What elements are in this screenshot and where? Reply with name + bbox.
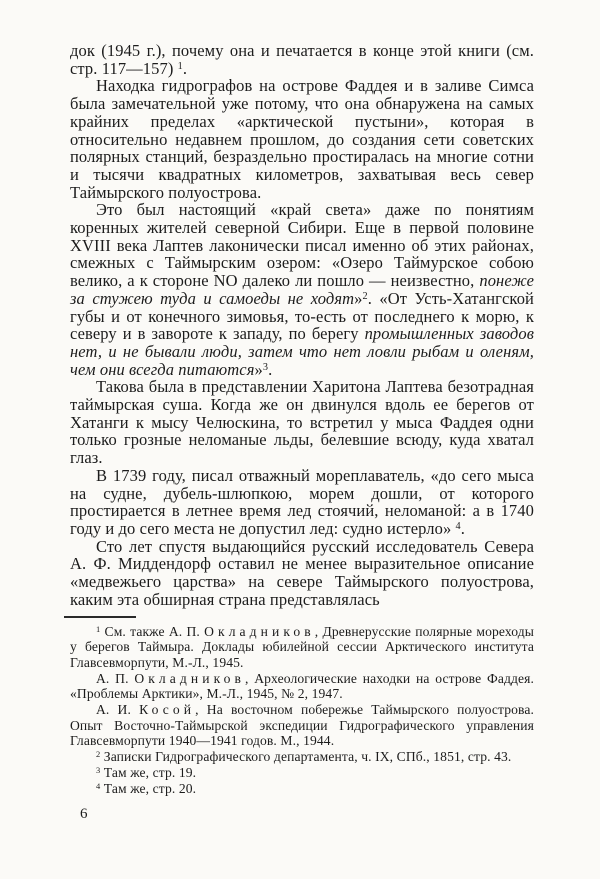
text-segment: Записки Гидрографического департамента, ч. IX, СПб., 1851, стр. 43.	[100, 749, 512, 765]
text-segment: А. И.	[96, 702, 140, 718]
text-segment: См. также А. П.	[100, 623, 205, 639]
text-segment: , Археологические находки на острове Фаддея. «Проблемы Арктики», М.-Л., 1945, № 2, 1947.	[70, 670, 534, 702]
text-segment: »	[354, 288, 363, 308]
text-segment: Это был настоящий «край света» даже по понятиям коренных жителей северной Сибири. Еще в первой половине XVIII века Лаптев лаконически писал именно об этих районах, смежных с Таймырским озером: «Озеро Таймурское собою велико, а к стороне NO далеко ли пошло — неизвестно,	[70, 200, 534, 291]
paragraph	[70, 538, 534, 609]
text-segment: А. П.	[96, 670, 135, 686]
footnote-marker: 2	[362, 291, 368, 303]
text-segment: , Древнерусские полярные мореходы у берегов Таймыра. Доклады юбилейной сессии Арктического института Главсевморпути, М.-Л., 1945.	[70, 623, 534, 670]
footnote-marker: 3	[262, 362, 269, 374]
paragraph-continuation	[70, 42, 534, 77]
footnote-3	[70, 765, 534, 781]
footnote-marker: 4	[96, 780, 101, 791]
text-segment: .	[182, 58, 188, 78]
footnote-2	[70, 749, 534, 765]
text-segment: промышленных заводов нет, и не бывали люди, затем что нет ловли рыбам и оленям, чем они всегда питаются	[70, 324, 534, 379]
text-segment: понеже за стужею туда и самоеды не ходят	[70, 271, 534, 308]
footnote-4	[70, 781, 534, 797]
text-segment: Косой	[139, 702, 196, 718]
text-segment: Такова была в представлении Харитона Лаптева безотрадная таймырская суша. Когда же он двинулся вдоль ее берегов от Хатанги к мысу Челюскина, то встретил у мыса Фаддея одни только грозные неломаные льды, белевшие всюду, куда хватал глаз.	[70, 377, 534, 468]
text-segment: Находка гидрографов на острове Фаддея и в заливе Симса была замечательной уже потому, что она обнаружена на самых крайних пределах «арктической пустыни», которая в относительно недавнем прошлом, до создания сети советских полярных станций, безраздельно простиралась на многие сотни и тысячи квадратных километров, захватывая весь север Таймырского полуострова.	[70, 76, 534, 202]
footnote-marker: 2	[96, 749, 101, 760]
footnote-marker: 1	[177, 61, 183, 73]
footnotes	[70, 624, 534, 797]
text-segment: Окладников	[134, 670, 245, 686]
text-segment: . «От Усть-Хатангской губы и от конечного зимовья, то-есть от последнего к морю, к северу и в завороте к западу, по берегу	[70, 288, 534, 344]
footnote-1	[70, 624, 534, 671]
text-segment: Там же, стр. 19.	[100, 764, 197, 780]
paragraph	[70, 467, 534, 538]
text-segment: Окладников	[204, 623, 315, 639]
footnote-1-continued	[70, 671, 534, 702]
text-segment: .	[460, 518, 465, 538]
paragraph	[70, 378, 534, 467]
page-number: 6	[80, 806, 88, 823]
footnote-marker: 3	[96, 765, 101, 776]
footnote-rule	[64, 616, 136, 618]
text-segment: »	[254, 359, 263, 379]
footnote-marker: 1	[96, 623, 101, 634]
footnote-marker: 4	[455, 521, 461, 533]
text-block	[70, 42, 534, 822]
text-segment: док (1945 г.), почему она и печатается в конце этой книги (см. стр. 117—157)	[70, 41, 534, 78]
text-segment: .	[268, 359, 273, 379]
paragraph	[70, 201, 534, 378]
footnote-1-continued	[70, 702, 534, 749]
text-segment: , На восточном побережье Таймырского полуострова. Опыт Восточно-Таймырской экспедиции Гидрографического управления Главсевморпути 1940—1941 годов. М., 1944.	[70, 702, 534, 749]
text-segment: Сто лет спустя выдающийся русский исследователь Севера А. Ф. Миддендорф оставил не менее выразительное описание «медвежьего царства» на севере Таймырского полуострова, каким эта обширная страна представлялась	[70, 536, 534, 609]
text-segment: В 1739 году, писал отважный мореплаватель, «до сего мыса на судне, дубель-шлюпкою, морем дошли, от которого простирается в летнее время лед стоячий, неломаной: а в 1740 году и до сего места не допустил лед: судно истерло»	[70, 465, 534, 538]
body-text	[70, 42, 534, 609]
text-segment: Там же, стр. 20.	[100, 780, 197, 796]
paragraph	[70, 77, 534, 201]
